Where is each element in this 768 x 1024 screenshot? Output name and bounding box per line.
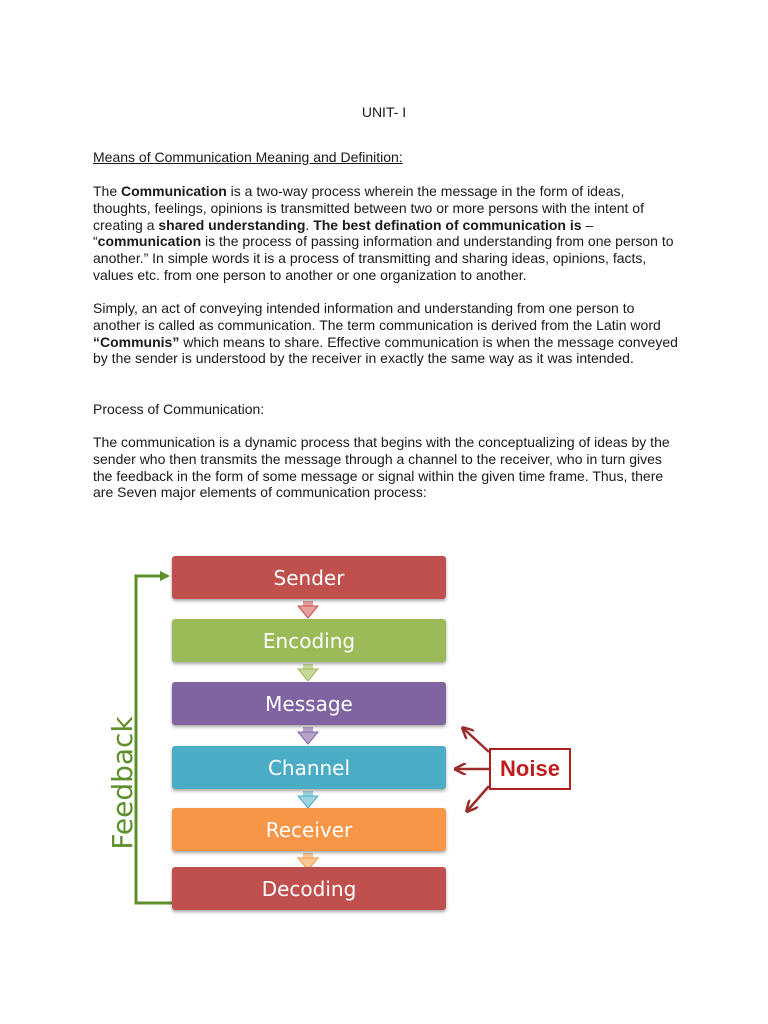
bold-term-communication: Communication bbox=[121, 183, 227, 199]
section-heading-means: Means of Communication Meaning and Definition: bbox=[93, 149, 403, 165]
text-run: The bbox=[93, 183, 122, 199]
communication-process-diagram bbox=[0, 540, 768, 940]
text-run: – “ bbox=[93, 216, 594, 250]
element-box-decoding: Decoding bbox=[172, 867, 446, 910]
paragraph-latin-origin bbox=[93, 300, 683, 367]
unit-title: UNIT- I bbox=[361, 104, 407, 120]
text-run: . bbox=[305, 216, 314, 233]
down-arrow-channel-receiver bbox=[298, 791, 318, 808]
element-box-channel: Channel bbox=[172, 746, 446, 789]
feedback-line bbox=[136, 576, 172, 903]
paragraph-process: The communication is a dynamic process that begins with the conceptualizing of ideas by the sender who then transmits the message through a channel to the receiver, who in turn gives the feedback in the form of some message or signal within the given time frame. Thus, there are Seven major elements of communication process: bbox=[93, 434, 670, 501]
text-run: Simply, an act of conveying intended information and understanding from one person to another is called as communication. The term communication is derived from the Latin word bbox=[93, 300, 661, 333]
bold-term-best-definition: The best defination of communication is bbox=[313, 216, 582, 233]
down-arrow-message-channel bbox=[298, 727, 318, 744]
bold-term-communication-quote: communication bbox=[97, 233, 202, 250]
bold-term-shared-understanding: shared understanding bbox=[158, 216, 306, 233]
bold-term-communis: “Communis” bbox=[93, 333, 180, 350]
noise-arrow-down bbox=[468, 786, 489, 810]
noise-label: Noise bbox=[489, 748, 571, 790]
element-box-message: Message bbox=[172, 682, 446, 725]
noise-arrow-up bbox=[464, 729, 489, 752]
text-run: is a two-way process wherein the message in the form of ideas, thoughts, feelings, opinions is transmitted between two or more persons with the intent of creating a bbox=[93, 183, 644, 233]
text-run: is the process of passing information and understanding from one person to another.” In simple words it is a process of transmitting and sharing ideas, opinions, facts, values etc. from one person to another or one organization to another. bbox=[93, 233, 674, 283]
element-box-encoding: Encoding bbox=[172, 619, 446, 662]
element-box-receiver: Receiver bbox=[172, 808, 446, 851]
down-arrow-encoding-message bbox=[298, 664, 318, 681]
down-arrow-sender-encoding bbox=[298, 601, 318, 618]
paragraph-definition bbox=[93, 183, 683, 284]
section-heading-process: Process of Communication: bbox=[93, 401, 265, 417]
text-run: which means to share. Effective communication is when the message conveyed by the sender is understood by the receiver in exactly the same way as it was intended. bbox=[93, 333, 678, 367]
element-box-sender: Sender bbox=[172, 556, 446, 599]
feedback-label: Feedback bbox=[105, 716, 139, 850]
